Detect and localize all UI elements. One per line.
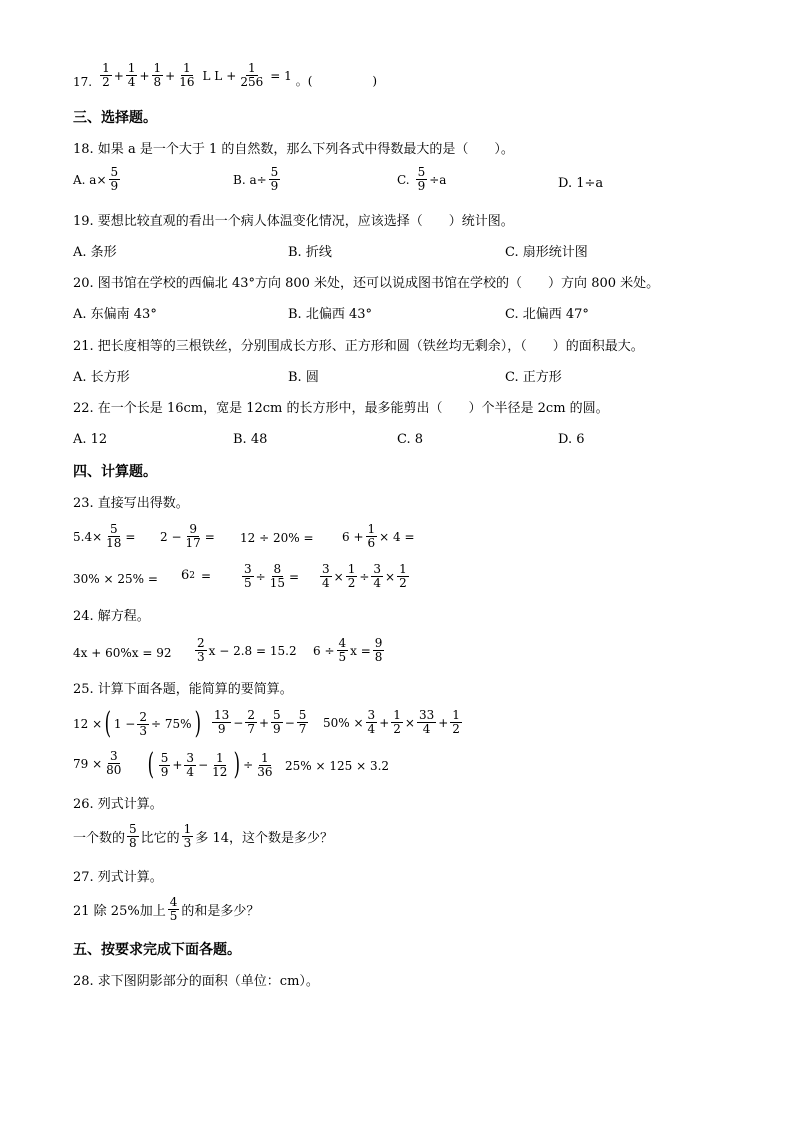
q22-text: 22. 在一个长是 16cm，宽是 12cm 的长方形中，最多能剪出（ ）个半径是 2cm 的圆。 (73, 401, 609, 416)
q23-expr-6: 6 2 = (181, 568, 212, 583)
q23-expr-3: 12 ÷ 20% = (240, 531, 314, 545)
q18-option-b: B. a÷ $\frac{5}{9}$ (233, 165, 279, 193)
q27-problem: 21 除 25%加上 $\frac{4}{5}$ 的和是多少？ (73, 895, 260, 923)
q25-expr-4: 79 × $\frac{3}{80}$ (73, 749, 122, 777)
q23-expr-5: 30% × 25% = (73, 572, 158, 586)
q19-option-c: C. 扇形统计图 (505, 245, 588, 260)
section-5-heading: 五、按要求完成下面各题。 (73, 942, 241, 958)
left-paren: ( (104, 706, 112, 741)
q28-text: 28. 求下图阴影部分的面积（单位：cm）。 (73, 974, 319, 989)
q17-number: 17. (73, 75, 93, 89)
q17-dots: L L (202, 68, 223, 83)
q21-option-b: B. 圆 (288, 370, 319, 385)
q23-expr-1: 5.4× $\frac{5}{18}$ = (73, 522, 136, 550)
q25-expr-2: $\frac{13}{9}$ − $\frac{2}{7}$ + $\frac{5}{9}$ − $\frac{5}{7}$ (214, 708, 307, 736)
q23-expr-8: $\frac{3}{4}$ × $\frac{1}{2}$ ÷ $\frac{3}{4}$ × $\frac{1}{2}$ (322, 562, 407, 590)
q24-eq-1: 4x + 60%x = 92 (73, 646, 172, 660)
q25-text: 25. 计算下面各题，能简算的要简算。 (73, 682, 293, 697)
q23-text: 23. 直接写出得数。 (73, 496, 189, 511)
q25-expr-6: 25% × 125 × 3.2 (285, 759, 390, 773)
q25-expr-3: 50% × $\frac{3}{4}$ + $\frac{1}{2}$ × $\frac{33}{4}$ + $\frac{1}{2}$ (323, 708, 460, 736)
q27-text: 27. 列式计算。 (73, 870, 163, 885)
left-paren: ( (147, 747, 155, 782)
q26-problem: 一个数的 $\frac{5}{8}$ 比它的 $\frac{1}{3}$ 多 14，这个数是多少？ (73, 822, 333, 850)
q17-equals: = 1 (270, 68, 292, 83)
q22-option-b: B. 48 (233, 432, 268, 447)
q17-expression: 17. $\frac{1}{2}$ + $\frac{1}{4}$ + $\frac{1}{8}$ + $\frac{1}{16}$ L L + $\frac{1}{256}$ = 1 。( ) (73, 61, 378, 89)
fraction: $\frac{1}{2}$ (102, 61, 110, 89)
q24-text: 24. 解方程。 (73, 609, 150, 624)
q22-option-a: A. 12 (73, 432, 108, 447)
q20-option-a: A. 东偏南 43° (73, 307, 157, 322)
q24-eq-2: $\frac{2}{3}$ x − 2.8 = 15.2 (197, 636, 297, 664)
q22-option-c: C. 8 (397, 432, 424, 447)
q18-option-a: A. a× $\frac{5}{9}$ (73, 165, 119, 193)
q23-expr-4: 6 + $\frac{1}{6}$ × 4 = (342, 522, 415, 550)
q24-eq-3: 6 ÷ $\frac{4}{5}$ x = $\frac{9}{8}$ (313, 636, 383, 664)
q19-option-a: A. 条形 (73, 245, 117, 260)
q20-text: 20. 图书馆在学校的西偏北 43°方向 800 米处，还可以说成图书馆在学校的（ ）方向 800 米处。 (73, 276, 660, 291)
section-4-heading: 四、计算题。 (73, 464, 157, 480)
q20-option-b: B. 北偏西 43° (288, 307, 372, 322)
q21-text: 21. 把长度相等的三根铁丝，分别围成长方形、正方形和圆（铁丝均无剩余），（ ）的面积最大。 (73, 339, 644, 354)
q21-option-a: A. 长方形 (73, 370, 130, 385)
fraction: $\frac{1}{16}$ (179, 61, 195, 89)
q18-text: 18. 如果 a 是一个大于 1 的自然数，那么下列各式中得数最大的是（ ）。 (73, 142, 514, 157)
section-3-heading: 三、选择题。 (73, 110, 157, 126)
q17-answer-blank: 。( ) (295, 74, 378, 88)
q19-text: 19. 要想比较直观的看出一个病人体温变化情况，应该选择（ ）统计图。 (73, 214, 514, 229)
fraction: $\frac{1}{8}$ (153, 61, 162, 89)
q23-expr-7: $\frac{3}{5}$ ÷ $\frac{8}{15}$ = (244, 562, 300, 590)
q18-option-d: D. 1÷a (558, 176, 604, 191)
q25-expr-5: ( $\frac{5}{9}$ + $\frac{3}{4}$ − $\frac{1}{12}$ ) ÷ $\frac{1}{36}$ (147, 747, 273, 782)
q21-option-c: C. 正方形 (505, 370, 562, 385)
q22-option-d: D. 6 (558, 432, 585, 447)
fraction: $\frac{1}{4}$ (127, 61, 136, 89)
q18-option-c: C. $\frac{5}{9}$ ÷a (397, 165, 447, 193)
right-paren: ) (194, 706, 201, 741)
right-paren: ) (234, 747, 241, 782)
q23-expr-2: 2 − $\frac{9}{17}$ = (160, 522, 215, 550)
q19-option-b: B. 折线 (288, 245, 332, 260)
fraction: $\frac{1}{256}$ (240, 61, 264, 89)
q25-expr-1: 12 × ( 1 − $\frac{2}{3}$ ÷ 75% ) (73, 706, 201, 741)
q20-option-c: C. 北偏西 47° (505, 307, 589, 322)
q26-text: 26. 列式计算。 (73, 797, 163, 812)
